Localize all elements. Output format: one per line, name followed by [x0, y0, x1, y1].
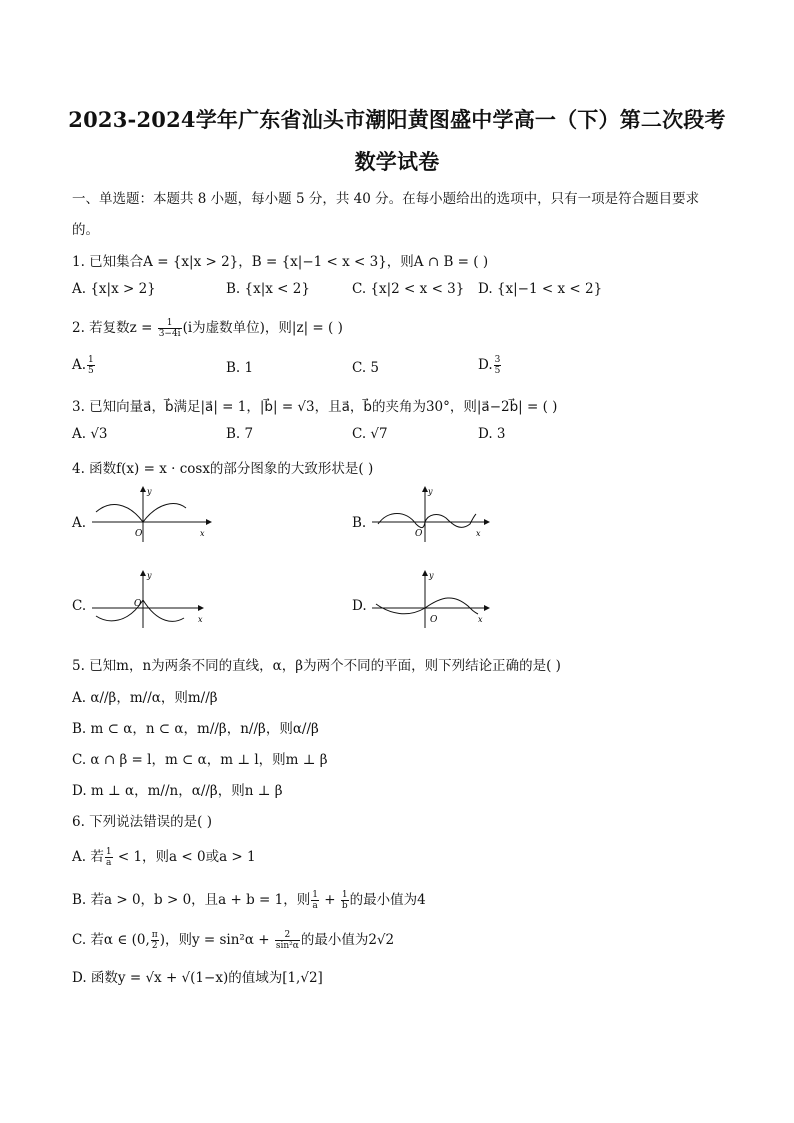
q6-b-pre: B. 若a > 0，b > 0，且a + b = 1，则 — [72, 892, 311, 908]
q6-c-post: 的最小值为2√2 — [300, 932, 395, 948]
q4-graph-d[interactable] — [368, 568, 494, 630]
q3-option-d[interactable]: D. 3 — [478, 426, 506, 442]
q5-option-b[interactable]: B. m ⊂ α，n ⊂ α，m//β，n//β，则α//β — [72, 721, 319, 737]
q6-a-post: < 1，则a < 0或a > 1 — [113, 849, 256, 865]
q2-frac-num: 1 — [158, 318, 182, 329]
q6-a-num: 1 — [105, 847, 112, 857]
question-1-stem: 1. 已知集合A = {x|x > 2}，B = {x|−1 < x < 3}，则A ∩ B = ( ) — [72, 254, 489, 270]
question-3-stem: 3. 已知向量a⃗，b⃗满足|a⃗| = 1，|b⃗| = √3，且a⃗，b⃗的夹角为30°，则|a⃗−2b⃗| = ( ) — [72, 399, 558, 415]
q1-option-a[interactable]: A. {x|x > 2} — [72, 281, 156, 297]
q2-d-den: 5 — [494, 366, 501, 376]
q2-a-num: 1 — [88, 355, 94, 365]
q3-option-c[interactable]: C. √7 — [352, 426, 388, 442]
q6-b-frac2 — [341, 890, 349, 911]
q6-option-b[interactable] — [72, 888, 426, 911]
q4-d-y-label: y — [429, 571, 434, 580]
q4-b-origin: O — [415, 529, 423, 539]
q4-c-x-label: x — [198, 615, 203, 624]
q5-option-a[interactable]: A. α//β，m//α，则m//β — [72, 690, 218, 706]
question-4-stem: 4. 函数f(x) = x · cosx的部分图象的大致形状是( ) — [72, 461, 374, 477]
q6-b-num1: 1 — [312, 890, 318, 900]
q2-frac-den: 3−4i — [158, 329, 181, 339]
q4-option-d[interactable]: D. — [352, 598, 367, 614]
q4-option-c[interactable]: C. — [72, 598, 87, 614]
section-instructions: 一、单选题：本题共 8 小题，每小题 5 分，共 40 分。在每小题给出的选项中，只有一项是符合题目要求 — [72, 191, 700, 207]
q6-c-den2: sin²α — [275, 941, 299, 951]
question-5-stem: 5. 已知m，n为两条不同的直线，α，β为两个不同的平面，则下列结论正确的是( ) — [72, 658, 561, 674]
q6-b-plus: + — [319, 892, 340, 908]
q4-graph-c[interactable] — [88, 568, 214, 630]
q4-a-x-label: x — [200, 529, 205, 538]
exam-title-line1: 2023-2024学年广东省汕头市潮阳黄图盛中学高一（下）第二次段考 — [68, 107, 726, 132]
q6-b-num2: 1 — [341, 890, 348, 900]
q1-option-d[interactable]: D. {x|−1 < x < 2} — [478, 281, 603, 297]
q6-a-den: a — [106, 858, 112, 868]
question-6-stem: 6. 下列说法错误的是( ) — [72, 814, 212, 830]
q2-a-den: 5 — [88, 366, 94, 376]
q4-c-y-label: y — [147, 571, 152, 580]
q2-option-a-label: A. — [72, 357, 87, 373]
q6-a-frac — [105, 847, 113, 868]
q2-option-b[interactable]: B. 1 — [226, 360, 254, 376]
q6-c-num2: 2 — [275, 930, 300, 941]
q2-option-a[interactable] — [72, 355, 96, 376]
q6-option-d[interactable]: D. 函数y = √x + √(1−x)的值域为[1,√2] — [72, 970, 323, 986]
section-instructions-cont: 的。 — [72, 222, 99, 238]
q4-c-origin: O — [134, 599, 142, 609]
q2-fraction — [158, 318, 182, 339]
q4-graph-b[interactable] — [368, 484, 494, 544]
q6-c-frac2 — [275, 930, 300, 951]
q2-option-c[interactable]: C. 5 — [352, 360, 380, 376]
q2-stem-pre: 2. 若复数z = — [72, 320, 157, 336]
q5-option-c[interactable]: C. α ∩ β = l，m ⊂ α，m ⊥ l，则m ⊥ β — [72, 752, 328, 768]
q4-option-b[interactable]: B. — [352, 515, 367, 531]
q4-d-x-label: x — [478, 615, 483, 624]
q3-option-b[interactable]: B. 7 — [226, 426, 254, 442]
q6-a-pre: A. 若 — [72, 849, 104, 865]
q6-b-den2: b — [341, 901, 348, 911]
q4-graph-a[interactable] — [88, 484, 214, 544]
q6-option-c[interactable] — [72, 928, 394, 951]
q1-option-c[interactable]: C. {x|2 < x < 3} — [352, 281, 465, 297]
q2-option-d-frac — [494, 355, 502, 376]
q4-b-x-label: x — [476, 529, 481, 538]
q6-b-den1: a — [312, 901, 318, 911]
q6-c-mid: )，则y = sin²α + — [159, 932, 274, 948]
q3-option-a[interactable]: A. √3 — [72, 426, 108, 442]
q6-b-post: 的最小值为4 — [349, 892, 426, 908]
q4-a-origin: O — [135, 529, 143, 539]
q4-a-y-label: y — [147, 487, 152, 496]
q6-c-frac1 — [151, 930, 159, 951]
q2-option-a-frac — [87, 355, 95, 376]
q2-d-num: 3 — [494, 355, 501, 365]
q6-c-den1: 2 — [151, 941, 158, 951]
q2-option-d-label: D. — [478, 357, 493, 373]
q4-d-origin: O — [430, 615, 438, 625]
q6-c-num1: π — [151, 930, 158, 940]
q4-b-y-label: y — [428, 487, 433, 496]
q6-b-frac1 — [311, 890, 319, 911]
q2-stem-post: (i为虚数单位)，则|z| = ( ) — [182, 320, 343, 336]
q1-option-b[interactable]: B. {x|x < 2} — [226, 281, 310, 297]
q2-option-d[interactable] — [478, 355, 502, 376]
q6-option-a[interactable] — [72, 845, 256, 868]
question-2-stem — [72, 316, 343, 339]
exam-title-line2: 数学试卷 — [354, 149, 440, 174]
q5-option-d[interactable]: D. m ⊥ α，m//n，α//β，则n ⊥ β — [72, 783, 283, 799]
q4-option-a[interactable]: A. — [72, 515, 87, 531]
q6-c-pre: C. 若α ∈ (0, — [72, 932, 150, 948]
